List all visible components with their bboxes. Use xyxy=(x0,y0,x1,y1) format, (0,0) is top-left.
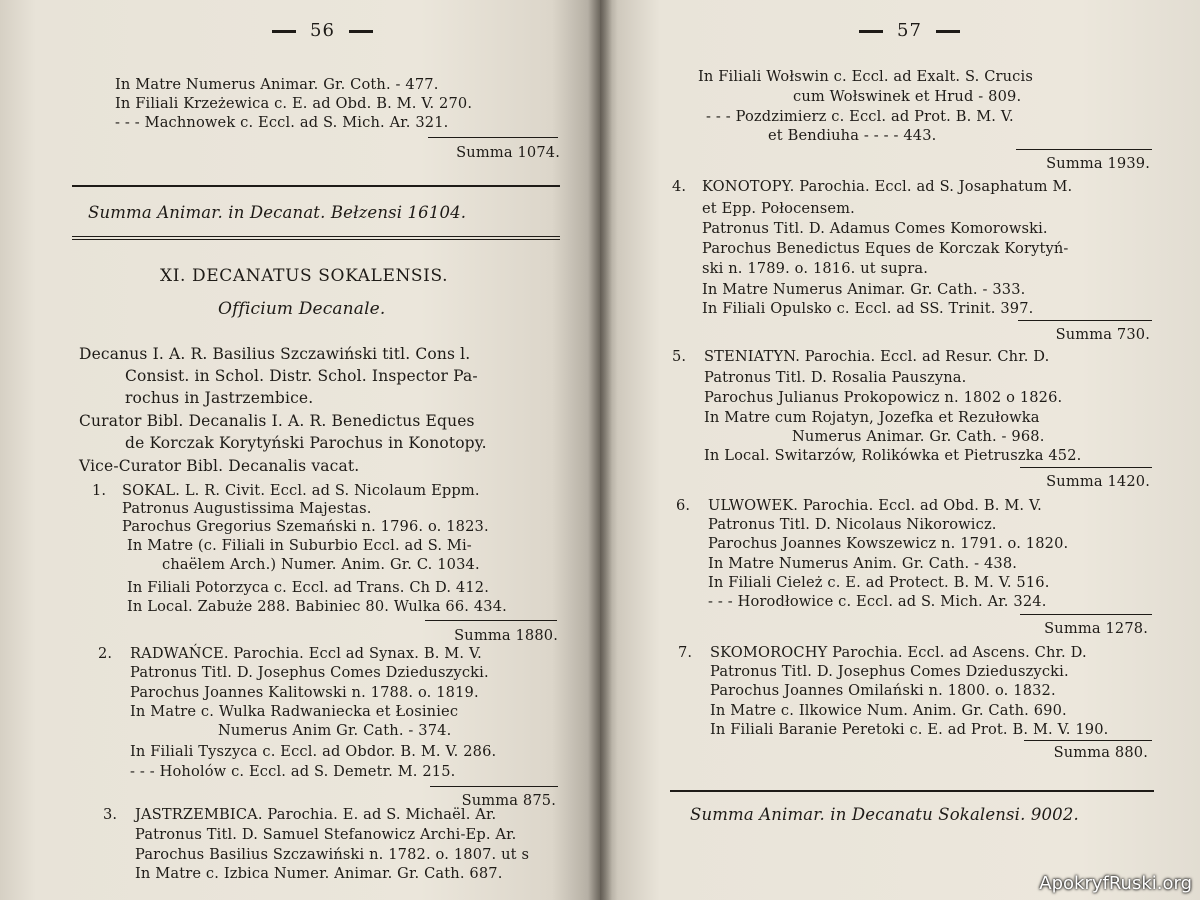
text-line: In Matre Numerus Animar. Gr. Coth. - 477. xyxy=(115,76,439,93)
page-number-left: 56 xyxy=(258,22,387,41)
entry-number: 2. xyxy=(98,645,113,662)
official-line: Curator Bibl. Decanalis I. A. R. Benedictus Eques xyxy=(79,412,475,430)
book-gutter-shadow xyxy=(588,0,612,900)
entry-line: In Filiali Tyszyca c. Eccl. ad Obdor. B. M. V. 286. xyxy=(130,743,497,760)
entry-number: 4. xyxy=(672,178,687,195)
entry-line: Patronus Titl. D. Rosalia Pauszyna. xyxy=(704,369,967,386)
summa-total: Summa 1420. xyxy=(1046,473,1150,490)
entry-number: 5. xyxy=(672,348,687,365)
right-page xyxy=(600,0,1200,900)
divider xyxy=(72,185,560,187)
divider xyxy=(428,137,558,138)
decanat-total: Summa Animar. in Decanat. Bełzensi 16104. xyxy=(88,203,467,222)
decanat-total: Summa Animar. in Decanatu Sokalensi. 9002. xyxy=(690,805,1079,824)
entry-line: SOKAL. L. R. Civit. Eccl. ad S. Nicolaum Eppm. xyxy=(122,482,480,499)
entry-number: 3. xyxy=(103,806,118,823)
entry-line: Parochus Gregorius Szemański n. 1796. o. 1823. xyxy=(122,518,489,535)
official-line: Decanus I. A. R. Basilius Szczawiński titl. Cons l. xyxy=(79,345,471,363)
text-line: cum Wołswinek et Hrud - 809. xyxy=(793,88,1022,105)
page-number-right: 57 xyxy=(845,22,974,41)
divider xyxy=(430,786,558,787)
section-title: XI. DECANATUS SOKALENSIS. xyxy=(160,266,449,286)
divider xyxy=(1018,320,1152,321)
summa-total: Summa 1939. xyxy=(1046,155,1150,172)
entry-line: In Matre c. Wulka Radwaniecka et Łosiniec xyxy=(130,703,459,720)
divider xyxy=(1020,614,1152,615)
entry-line: In Filiali Cieleż c. E. ad Protect. B. M. V. 516. xyxy=(708,574,1050,591)
entry-line: et Epp. Połocensem. xyxy=(702,200,855,217)
entry-line: - - - Hoholów c. Eccl. ad S. Demetr. M. 215. xyxy=(130,763,456,780)
divider xyxy=(1020,467,1152,468)
entry-line: ski n. 1789. o. 1816. ut supra. xyxy=(702,260,929,277)
entry-line: In Local. Zabuże 288. Babiniec 80. Wulka 66. 434. xyxy=(127,598,507,615)
entry-line: Parochus Julianus Prokopowicz n. 1802 o 1826. xyxy=(704,389,1063,406)
entry-line: chaëlem Arch.) Numer. Anim. Gr. C. 1034. xyxy=(162,556,480,573)
entry-line: Numerus Anim Gr. Cath. - 374. xyxy=(218,722,452,739)
entry-line: SKOMOROCHY Parochia. Eccl. ad Ascens. Chr. D. xyxy=(710,644,1087,661)
entry-line: In Filiali Potorzyca c. Eccl. ad Trans. Ch D. 412. xyxy=(127,579,490,596)
entry-line: STENIATYN. Parochia. Eccl. ad Resur. Chr. D. xyxy=(704,348,1050,365)
entry-line: Parochus Basilius Szczawiński n. 1782. o. 1807. ut s xyxy=(135,846,530,863)
summa-total: Summa 1278. xyxy=(1044,620,1148,637)
entry-line: Patronus Titl. D. Nicolaus Nikorowicz. xyxy=(708,516,997,533)
entry-number: 7. xyxy=(678,644,693,661)
text-line: - - - Pozdzimierz c. Eccl. ad Prot. B. M. V. xyxy=(706,108,1014,125)
summa-total: Summa 730. xyxy=(1055,326,1150,343)
entry-line: Parochus Benedictus Eques de Korczak Korytyń- xyxy=(702,240,1069,257)
entry-line: In Matre c. Ilkowice Num. Anim. Gr. Cath. 690. xyxy=(710,702,1067,719)
official-line: rochus in Jastrzembice. xyxy=(125,389,314,407)
entry-line: Patronus Titl. D. Josephus Comes Dzieduszycki. xyxy=(130,664,489,681)
entry-line: In Matre Numerus Anim. Gr. Cath. - 438. xyxy=(708,555,1018,572)
entry-line: In Filiali Baranie Peretoki c. E. ad Prot. B. M. V. 190. xyxy=(710,721,1109,738)
entry-line: Parochus Joannes Kowszewicz n. 1791. o. 1820. xyxy=(708,535,1069,552)
entry-line: ULWOWEK. Parochia. Eccl. ad Obd. B. M. V. xyxy=(708,497,1042,514)
entry-number: 1. xyxy=(92,482,107,499)
divider xyxy=(425,620,557,621)
watermark: ApokryfRuski.org xyxy=(1039,873,1192,894)
text-line: et Bendiuha - - - - 443. xyxy=(768,127,937,144)
summa-total: Summa 1074. xyxy=(456,144,560,161)
entry-number: 6. xyxy=(676,497,691,514)
text-line: In Filiali Wołswin c. Eccl. ad Exalt. S. Crucis xyxy=(698,68,1033,85)
divider xyxy=(1024,740,1152,741)
entry-line: In Matre (c. Filiali in Suburbio Eccl. ad S. Mi- xyxy=(127,537,472,554)
entry-line: Patronus Titl. D. Josephus Comes Dzieduszycki. xyxy=(710,663,1069,680)
entry-line: RADWAŃCE. Parochia. Eccl ad Synax. B. M. V. xyxy=(130,645,482,662)
entry-line: In Local. Switarzów, Rolikówka et Pietruszka 452. xyxy=(704,447,1082,464)
entry-line: Parochus Joannes Omilański n. 1800. o. 1832. xyxy=(710,682,1056,699)
entry-line: In Filiali Opulsko c. Eccl. ad SS. Trinit. 397. xyxy=(702,300,1034,317)
text-line: - - - Machnowek c. Eccl. ad S. Mich. Ar. 321. xyxy=(115,114,449,131)
official-line: Vice-Curator Bibl. Decanalis vacat. xyxy=(79,457,360,475)
entry-line: In Matre c. Izbica Numer. Animar. Gr. Cath. 687. xyxy=(135,865,503,882)
entry-line: Numerus Animar. Gr. Cath. - 968. xyxy=(792,428,1045,445)
text-line: In Filiali Krzeżewica c. E. ad Obd. B. M. V. 270. xyxy=(115,95,473,112)
entry-line: In Matre cum Rojatyn, Jozefka et Rezułowka xyxy=(704,409,1040,426)
summa-total: Summa 875. xyxy=(461,792,556,809)
entry-line: In Matre Numerus Animar. Gr. Cath. - 333. xyxy=(702,281,1026,298)
summa-total: Summa 1880. xyxy=(454,627,558,644)
entry-line: Patronus Augustissima Majestas. xyxy=(122,500,372,517)
divider-double xyxy=(72,236,560,240)
divider xyxy=(670,790,1154,792)
entry-line: Patronus Titl. D. Samuel Stefanowicz Archi-Ep. Ar. xyxy=(135,826,517,843)
official-line: de Korczak Korytyński Parochus in Konotopy. xyxy=(125,434,487,452)
entry-line: KONOTOPY. Parochia. Eccl. ad S. Josaphatum M. xyxy=(702,178,1073,195)
entry-line: - - - Horodłowice c. Eccl. ad S. Mich. Ar. 324. xyxy=(708,593,1047,610)
summa-total: Summa 880. xyxy=(1053,744,1148,761)
divider xyxy=(1016,149,1152,150)
entry-line: Parochus Joannes Kalitowski n. 1788. o. 1819. xyxy=(130,684,479,701)
section-subtitle: Officium Decanale. xyxy=(218,299,386,319)
entry-line: JASTRZEMBICA. Parochia. E. ad S. Michaël. Ar. xyxy=(135,806,497,823)
entry-line: Patronus Titl. D. Adamus Comes Komorowski. xyxy=(702,220,1048,237)
official-line: Consist. in Schol. Distr. Schol. Inspector Pa- xyxy=(125,367,478,385)
